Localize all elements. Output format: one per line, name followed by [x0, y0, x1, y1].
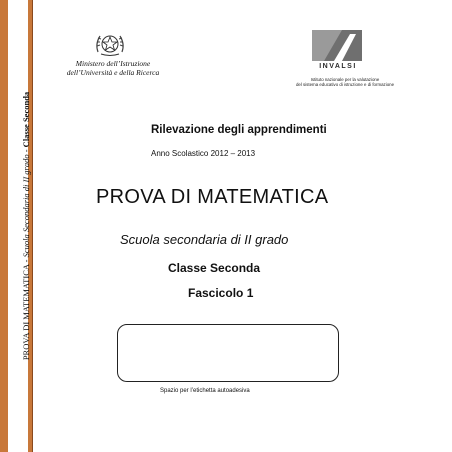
spine-band	[0, 0, 33, 452]
spine-class: Classe Seconda	[21, 91, 31, 148]
spine-school: Scuola Secondaria di II grado	[21, 154, 31, 258]
school-year: Anno Scolastico 2012 – 2013	[151, 149, 256, 158]
survey-title: Rilevazione degli apprendimenti	[151, 124, 327, 136]
republic-emblem-icon	[92, 30, 128, 58]
invalsi-name: INVALSI	[319, 63, 357, 70]
ministry-line-2: dell’Università e della Ricerca	[66, 68, 160, 77]
ministry-line-1: Ministero dell’Istruzione	[75, 59, 151, 68]
spine-subject: PROVA DI MATEMATICA	[21, 264, 31, 361]
invalsi-line-2: del sistema educativo di istruzione e di formazione	[295, 82, 395, 88]
class-level: Classe Seconda	[168, 261, 261, 275]
booklet-number: Fascicolo 1	[188, 286, 254, 300]
test-title: PROVA DI MATEMATICA	[96, 186, 329, 208]
sticker-label-box	[117, 324, 339, 382]
spine-label-strip	[8, 0, 31, 452]
invalsi-line-1: Istituto nazionale per la valutazione	[310, 77, 380, 82]
ministry-name	[58, 59, 168, 77]
sticker-label-caption: Spazio per l’etichetta autoadesiva	[160, 388, 250, 394]
school-level: Scuola secondaria di II grado	[120, 232, 289, 247]
spine-text: PROVA DI MATEMATICA - Scuola Secondaria di II grado - Classe Seconda	[21, 91, 31, 361]
spine-separator: -	[21, 257, 31, 265]
invalsi-description	[282, 77, 408, 87]
